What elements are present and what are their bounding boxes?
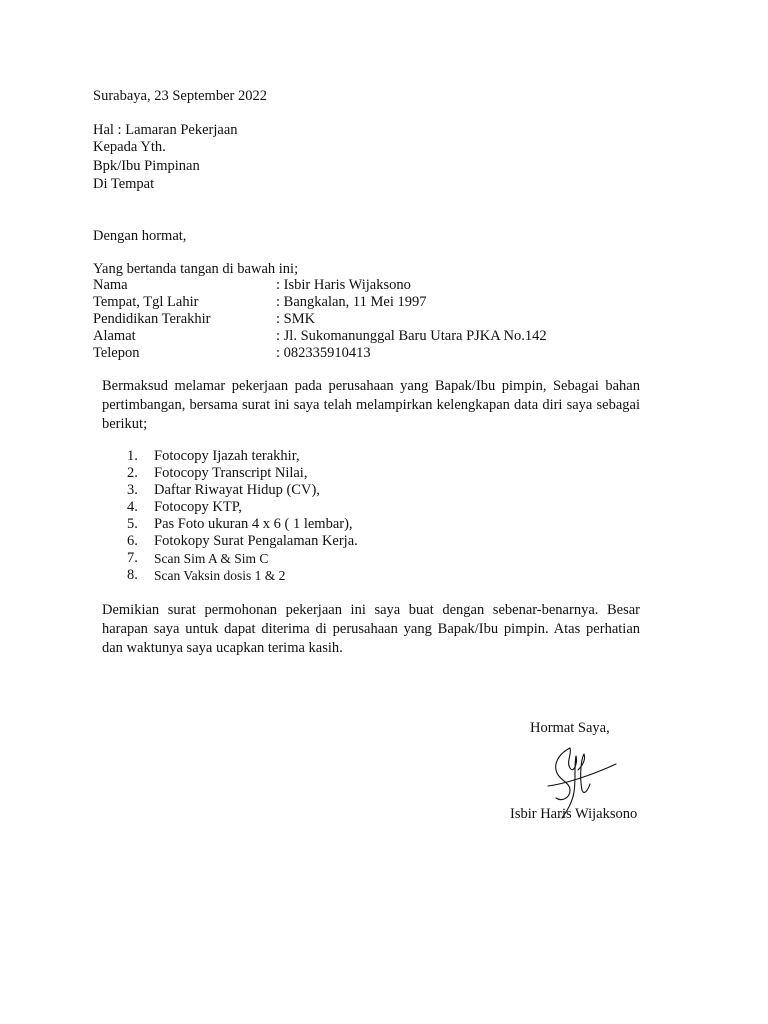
addressee-line: Bpk/Ibu Pimpinan	[93, 158, 200, 174]
list-item: Pas Foto ukuran 4 x 6 ( 1 lembar),	[154, 516, 353, 532]
identity-label: Telepon	[93, 345, 140, 361]
list-item: Daftar Riwayat Hidup (CV),	[154, 482, 320, 498]
list-item: Scan Sim A & Sim C	[154, 551, 269, 566]
identity-value: : SMK	[276, 311, 316, 327]
list-number: 4.	[127, 499, 138, 515]
salutation: Dengan hormat,	[93, 228, 187, 244]
list-item: Fotokopy Surat Pengalaman Kerja.	[154, 533, 358, 549]
subject-line: Hal : Lamaran Pekerjaan	[93, 122, 238, 138]
signer-name: Isbir Haris Wijaksono	[510, 806, 638, 822]
list-number: 8.	[127, 567, 138, 583]
place-date: Surabaya, 23 September 2022	[93, 88, 267, 104]
list-number: 6.	[127, 533, 138, 549]
list-item: Fotocopy Ijazah terakhir,	[154, 448, 300, 464]
identity-label: Nama	[93, 277, 128, 293]
list-number: 2.	[127, 465, 138, 481]
addressee-line: Di Tempat	[93, 176, 155, 192]
identity-value: : Jl. Sukomanunggal Baru Utara PJKA No.142	[276, 328, 547, 344]
identity-label: Alamat	[93, 328, 136, 344]
list-item: Fotocopy KTP,	[154, 499, 242, 515]
identity-value: : Isbir Haris Wijaksono	[276, 277, 411, 293]
closing-paragraph: Demikian surat permohonan pekerjaan ini saya buat dengan sebenar-benarnya. Besar harapan saya untuk dapat diterima di perusahaan yang Bapak/Ibu pimpin. Atas perhatian dan waktunya saya ucapkan terima kasih.	[102, 602, 640, 656]
list-number: 5.	[127, 516, 138, 532]
identity-value: : 082335910413	[276, 345, 371, 361]
identity-value: : Bangkalan, 11 Mei 1997	[276, 294, 427, 310]
list-number: 3.	[127, 482, 138, 498]
intro-line: Yang bertanda tangan di bawah ini;	[93, 261, 299, 277]
list-number: 1.	[127, 448, 138, 464]
body-paragraph: Bermaksud melamar pekerjaan pada perusahaan yang Bapak/Ibu pimpin, Sebagai bahan pertimbangan, bersama surat ini saya telah melampirkan kelengkapan data diri saya sebagai berikut;	[102, 378, 640, 432]
list-item: Scan Vaksin dosis 1 & 2	[154, 568, 286, 583]
list-item: Fotocopy Transcript Nilai,	[154, 465, 308, 481]
addressee-line: Kepada Yth.	[93, 139, 166, 155]
list-number: 7.	[127, 550, 138, 566]
identity-label: Pendidikan Terakhir	[93, 311, 211, 327]
identity-label: Tempat, Tgl Lahir	[93, 294, 199, 310]
regards-line: Hormat Saya,	[530, 720, 610, 736]
